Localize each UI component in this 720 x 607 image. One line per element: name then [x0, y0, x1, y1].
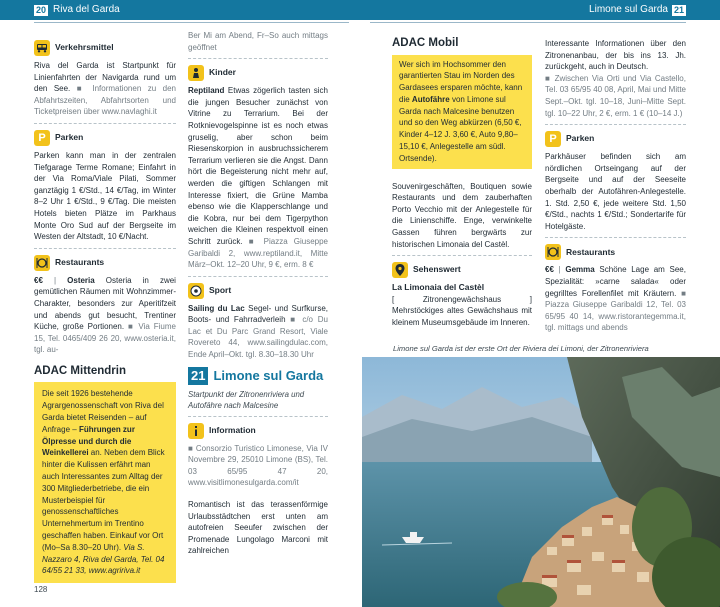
limone-text: Souvenirgeschäften, Boutiquen sowie Restaurants und dem zauberhaften Porto Vecchio mit der Anlegestelle für die Linienschiffe. Enge, verwinkelte Gassen führen bergwärts zur historischen Limonaia del Castèl. [392, 181, 532, 249]
info-text: Consorzio Turistico Limonese, Via IV Novembre 29, 25010 Limone (BS), Tel. 03 65/95 47 20, www.visitlimonesulgarda.com/it [188, 443, 328, 488]
sport-name: Sailing du Lac [188, 303, 245, 313]
divider [188, 276, 328, 277]
adac-mittendrin-text [42, 388, 168, 577]
page-header [0, 0, 720, 20]
box-text-2: an. Neben dem Blick hinter die Kulissen erfährt man auch Interessantes zum Alltag der 300 Mitgliederbetriebe, die ein Musterbeispiel für genossenschaftliches Unternehmertum im Trentino geschaffen haben. Einkauf vor Ort (Mo–Sa 8.30–20 Uhr). [42, 448, 165, 552]
section-restaurants [34, 255, 176, 271]
page-number: 128 [34, 585, 48, 594]
info-icon [188, 423, 204, 439]
section-title: Information [209, 424, 256, 435]
header-rule-right [370, 22, 686, 23]
box-address: Via S. Nazzaro 4, Riva del Garda, Tel. 04 64/55 21 33, www.agririva.it [42, 542, 165, 576]
section-parken [34, 130, 176, 146]
divider [188, 58, 328, 59]
chapter-title: Limone sul Garda [213, 367, 324, 383]
header-left [34, 4, 126, 16]
section-sehenswert [392, 262, 532, 278]
section-title: Restaurants [566, 246, 616, 257]
sport-entry [188, 303, 328, 361]
section-title: Kinder [209, 67, 236, 78]
section-title: Parken [566, 133, 595, 144]
restaurant-desc: Schöne Lage am See, Spezialität: »carne salada« oder gegrilltes Forellenfilet mit Kräutern. [545, 265, 686, 298]
parking-icon: P [545, 131, 561, 147]
chapter-heading [188, 367, 328, 385]
ball-icon [188, 283, 204, 299]
verkehr-body: Riva del Garda ist Startpunkt für Linienfahrten der Navigarda rund um den See. [34, 61, 176, 94]
header-rule-left [34, 22, 349, 23]
adac-mittendrin-box [34, 382, 176, 583]
box-text-1: Wer sich im Hochsommer den garantierten Stau im Norden des Gardasees ersparen möchte, kann die [399, 59, 523, 104]
info-square-icon: ■ [290, 315, 298, 325]
verkehr-text [34, 60, 176, 118]
limonaia-info [545, 73, 686, 119]
column-2 [188, 30, 328, 557]
divider [545, 237, 686, 238]
separator: | [53, 275, 57, 285]
restaurant-info: Piazza Giuseppe Garibaldi 12, Tel. 03 65/95 40 14, www.ristorantegemma.it, tgl. mittags und abends [545, 300, 686, 333]
location-pin-icon [392, 262, 408, 278]
restaurant-entry [545, 264, 686, 334]
limonaia-cont: Interessante Informationen über den Zitronenanbau, der bis ins 13. Jh. zurückgeht, auch in Deutsch. [545, 39, 686, 72]
restaurant-icon [545, 244, 561, 260]
chapter-subtitle: Startpunkt der Zitronenriviera und Autofähre nach Malcesine [188, 389, 305, 410]
price-class: €€ [545, 265, 554, 275]
info-square-icon: ■ [545, 73, 552, 83]
divider [188, 416, 328, 417]
section-kinder [188, 65, 328, 81]
kinder-info: Piazza Giuseppe Garibaldi 2, www.reptiland.it, Mitte März–Okt. 12–20 Uhr, 9 €, erm. 8 € [188, 236, 329, 270]
verkehr-info: Informationen zu den Abfahrtszeiten, Abfahrtsorten und Ticketpreisen über www.navlaghi.it [34, 84, 176, 117]
parken-text: Parken kann man in der zentralen Tiefgarage Terme Romane; Einfahrt in der Via Roma/Viale Pilati, Sommer ganztägig 1 €/Std., 14 €/Tag, im Winter 8–2 Uhr 1 €/Std., 9 €/Tag. Die meisten Hotels bieten Plätze im Parkhaus Monte Oro Sud auf der Bergseite im Westen der Altstadt, 10 €/Nacht. [34, 150, 176, 242]
section-sport [188, 283, 328, 299]
left-running-title: Riva del Garda [53, 4, 120, 15]
parking-icon: P [34, 130, 50, 146]
right-page-badge: 21 [673, 4, 684, 15]
info-entry [188, 443, 328, 489]
section-title: Verkehrsmittel [55, 42, 114, 53]
sport-desc: Segel- und Surfkurse, Boots- und Fahrradverleih [188, 303, 329, 325]
divider [392, 255, 532, 256]
lake-photo [362, 357, 720, 607]
section-title: Parken [55, 132, 84, 143]
parken-text: Parkhäuser befinden sich am nördlichen Ortseingang auf der Bergseite und auf der Seeseite oberhalb der Autofähren-Anlegestelle. 1. Std. 2,50 €, jede weitere Std. 1,50 €/Std., nachts 1 €/Std.; Sondertarife für Hotelgäste. [545, 152, 686, 231]
section-restaurants [545, 244, 686, 260]
limone-intro: Romantisch ist das terassenförmige Urlaubsstädtchen erst unten am autofreien Seeufer zwischen der Promenade Lungolago Marconi mit zahlreichen [188, 500, 328, 556]
adac-mittendrin-title: ADAC Mittendrin [34, 364, 126, 377]
kinder-desc: Etwas zögerlich tasten sich die jungen Besucher zunächst von Vitrine zu Terrarium. Bei der Rotknievogelspinne ist es noch etwas gruselig, aber schon beim Riesenskorpion in ausbruchssicherem Terrarium verlieren sie die Angst. Dann hört die Begeisterung nicht mehr auf, werden die giftigen Schlangen mit Interesse fixiert, die Grüne Mamba ebenso wie die Klapperschlange und die Kobra, nur bei dem Tigerpython weichen die Kleinen respektvoll einen Schritt zurück. [188, 86, 328, 246]
kinder-name: Reptiland [188, 86, 225, 96]
restaurant-info: Via Fiume 15, Tel. 0465/409 26 20, www.osteria.it, tgl. au- [34, 322, 176, 355]
section-title: Restaurants [55, 256, 105, 267]
bus-icon [34, 40, 50, 56]
restaurant-desc: Osteria in zwei gemütlichen Räumen mit Wohnzimmer-Charakter, besonders zur Aperitifzeit und abends gut besucht, Trentiner Küche, große Portionen. [34, 275, 176, 332]
divider [545, 124, 686, 125]
kinder-entry [188, 85, 328, 271]
info-square-icon: ■ [128, 322, 135, 332]
poi-title: La Limonaia del Castèl [392, 282, 485, 293]
poi-text: [ Zitronengewächshaus ] Mehrstöckiges altes Gewächshaus mit kleinem Museumsgebäude im Inneren. [392, 294, 532, 327]
box-highlight: Führungen zur Ölpresse und durch die Weinkellerei [42, 424, 135, 458]
right-running-title: Limone sul Garda [589, 4, 668, 15]
limonaia-info-text: Zwischen Via Orti und Via Castello, Tel. 03 65/95 40 08, April, Mai und Mitte Sept.–Okt. tgl. 10–18, Juni–Mitte Sept. tgl. 10–22 Uhr, 2 €, erm. 1 € (10–14 J.) [545, 73, 686, 118]
box-text-2: von Limone sul Garda nach Malcesine benutzen und so den Weg abkürzen (6,50 €, Kinder 4–12 J. 3,60 €, Auto 9,80–15,10 €, Anlegestelle am südl. Ortsende). [399, 94, 522, 163]
info-square-icon: ■ [248, 236, 258, 246]
section-title: Sport [209, 284, 232, 295]
adac-mobil-title: ADAC Mobil [392, 37, 459, 49]
box-highlight: Autofähre [411, 94, 450, 104]
restaurant-entry [34, 275, 176, 356]
restaurant-name: Osteria [67, 275, 95, 285]
photo-caption: Limone sul Garda ist der erste Ort der Riviera dei Limoni, der Zitronenriviera [393, 344, 649, 353]
section-verkehrsmittel [34, 40, 176, 56]
column-4 [545, 38, 686, 334]
kids-icon [188, 65, 204, 81]
separator: | [558, 265, 561, 275]
price-class: €€ [34, 275, 43, 285]
adac-mobil-text [399, 59, 525, 165]
section-parken [545, 131, 686, 147]
column-1 [34, 38, 176, 583]
divider [34, 248, 176, 249]
adac-mobil-box [392, 55, 532, 169]
header-right [589, 4, 686, 16]
restaurant-icon [34, 255, 50, 271]
chapter-number: 21 [188, 367, 208, 385]
info-square-icon: ■ [188, 443, 194, 453]
divider [34, 123, 176, 124]
restaurant-name: Gemma [565, 265, 595, 275]
info-square-icon: ■ [76, 84, 86, 94]
sport-info: c/o Du Lac et Du Parc Grand Resort, Viale Rovereto 44, www.sailingdulac.com, Ende April–Okt. tgl. 8.30–18.30 Uhr [188, 315, 328, 360]
left-page-badge: 20 [36, 4, 47, 15]
box-text-1: Die seit 1926 bestehende Agrargenossenschaft von Riva del Garda bietet Reisenden – auf Anfrage – [42, 389, 164, 434]
column-3 [392, 38, 532, 329]
section-information [188, 423, 328, 439]
opening-hours-cont: Ber Mi am Abend, Fr–So auch mittags geöffnet [188, 31, 328, 52]
section-title: Sehenswert [413, 264, 461, 275]
info-square-icon: ■ [681, 288, 686, 298]
